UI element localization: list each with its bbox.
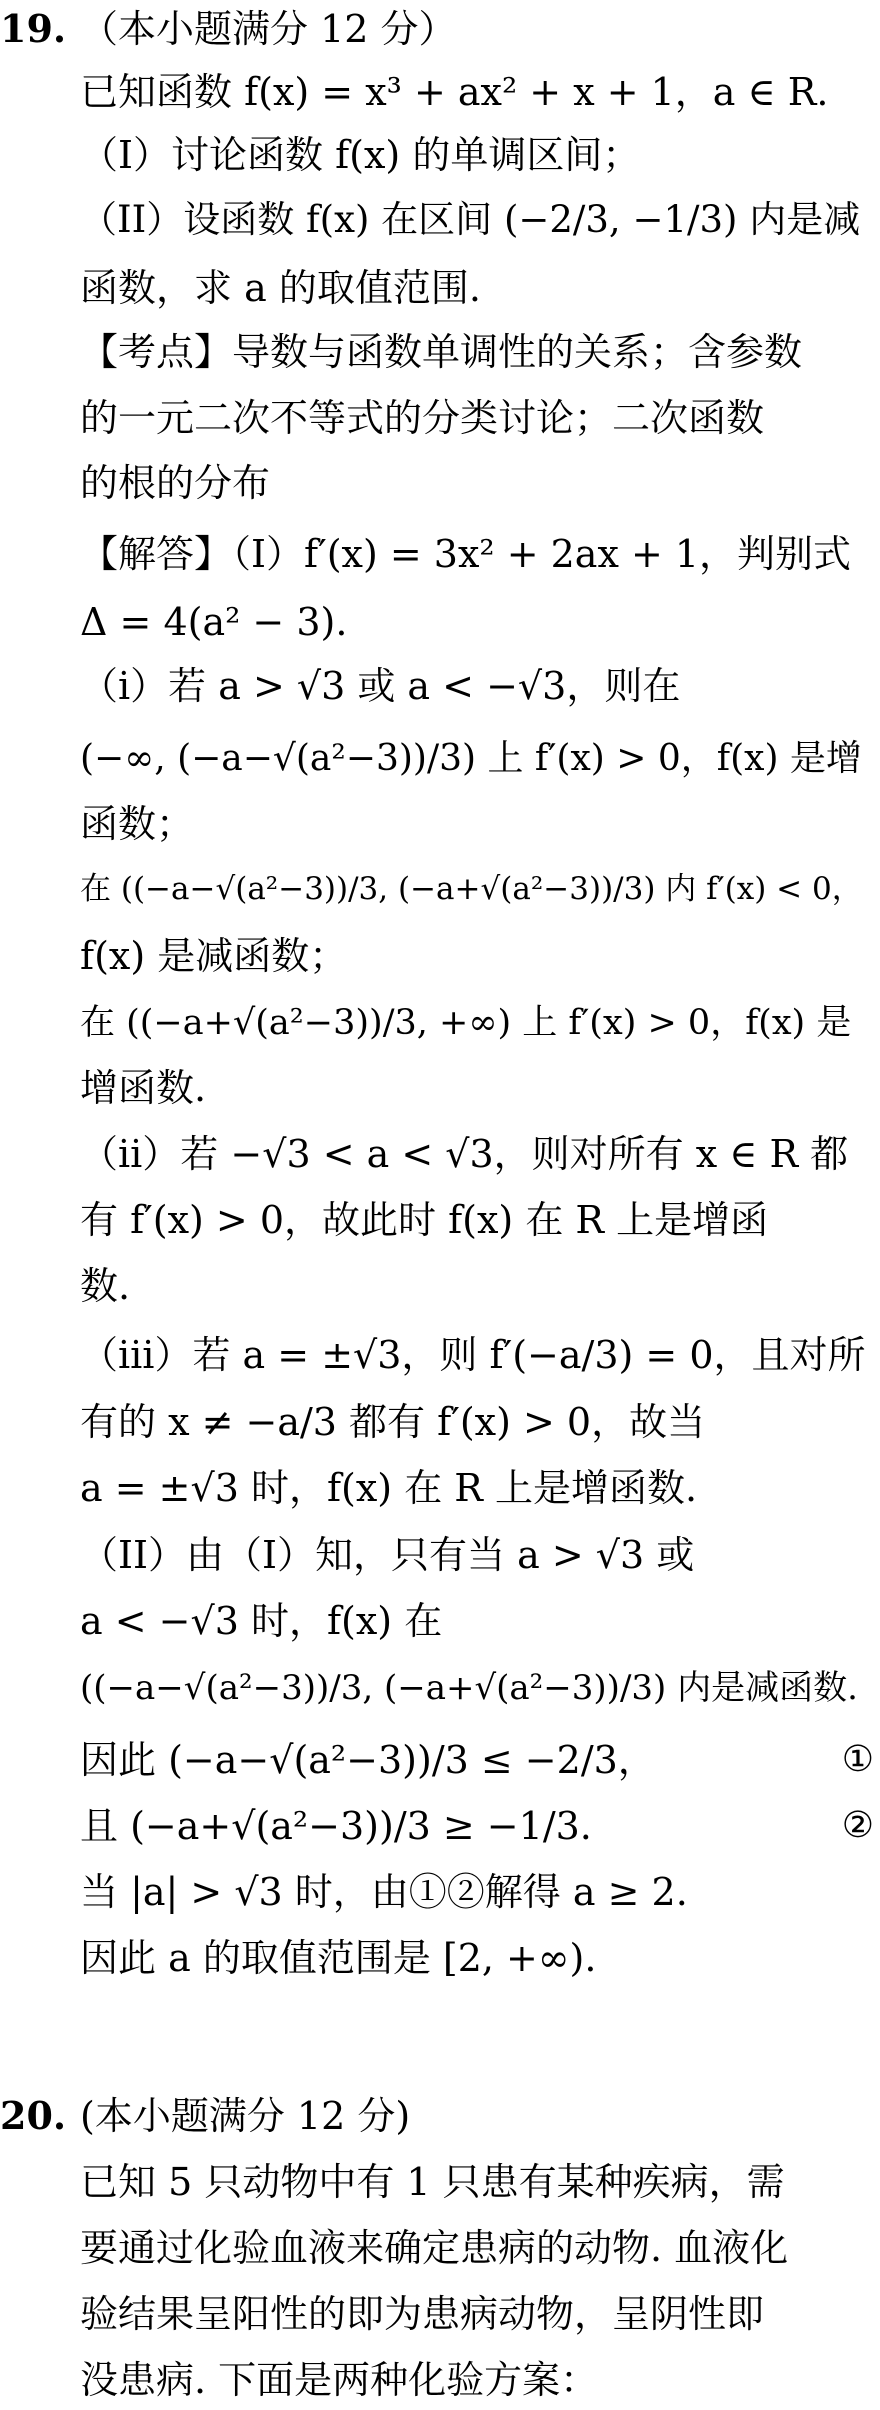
problem-19-line: 【考点】导数与函数单调性的关系；含参数 — [80, 330, 803, 374]
problem-19-line: 数. — [80, 1264, 131, 1308]
problem-20-line: (本小题满分 12 分) — [80, 2094, 411, 2138]
problem-19-line: 因此 (−a−√(a²−3))/3 ≤ −2/3， — [80, 1738, 656, 1782]
problem-19-line: 因此 a 的取值范围是 [2, +∞). — [80, 1936, 597, 1980]
problem-19-line: f(x) 是减函数； — [80, 934, 348, 978]
problem-19-line: 在 ((−a−√(a²−3))/3, (−a+√(a²−3))/3) 内 f′(x) < 0， — [80, 871, 863, 907]
problem-19-line: （II）由（I）知，只有当 a > √3 或 — [80, 1533, 695, 1577]
problem-19-line: （本小题满分 12 分） — [80, 7, 457, 51]
problem-19-line: 有的 x ≠ −a/3 都有 f′(x) > 0，故当 — [80, 1400, 706, 1444]
problem-20-line: 没患病. 下面是两种化验方案： — [80, 2358, 599, 2402]
problem-19-line: 已知函数 f(x) = x³ + ax² + x + 1，a ∈ R. — [80, 70, 829, 114]
problem-19-line: 的一元二次不等式的分类讨论；二次函数 — [80, 396, 765, 440]
problem-19-line: a < −√3 时，f(x) 在 — [80, 1599, 443, 1643]
problem-19-line: 【解答】（I）f′(x) = 3x² + 2ax + 1，判别式 — [80, 532, 852, 576]
problem-20-number: 20. — [0, 2093, 67, 2138]
equation-mark: ① — [841, 1739, 874, 1780]
problem-20-line: 要通过化验血液来确定患病的动物. 血液化 — [80, 2226, 789, 2270]
problem-19-line: （II）设函数 f(x) 在区间 (−2/3, −1/3) 内是减 — [80, 198, 861, 241]
problem-19-line: （i）若 a > √3 或 a < −√3，则在 — [80, 664, 681, 708]
equation-mark: ② — [841, 1805, 874, 1846]
problem-20-line: 已知 5 只动物中有 1 只患有某种疾病，需 — [80, 2160, 785, 2204]
problem-19-line: 增函数. — [80, 1066, 207, 1110]
problem-19-line: （I）讨论函数 f(x) 的单调区间； — [80, 133, 641, 177]
problem-19-line: 当 |a| > √3 时，由①②解得 a ≥ 2. — [80, 1870, 688, 1914]
problem-19-line: （iii）若 a = ±√3，则 f′(−a/3) = 0，且对所 — [80, 1333, 866, 1377]
problem-19-line: Δ = 4(a² − 3). — [80, 600, 348, 644]
problem-19-line: 函数，求 a 的取值范围. — [80, 266, 481, 310]
problem-19-line: (−∞, (−a−√(a²−3))/3) 上 f′(x) > 0，f(x) 是增 — [80, 738, 862, 779]
problem-19-line: 函数； — [80, 802, 195, 846]
problem-19-line: 在 ((−a+√(a²−3))/3, +∞) 上 f′(x) > 0，f(x) 是 — [80, 1003, 852, 1043]
problem-19-line: 且 (−a+√(a²−3))/3 ≥ −1/3. — [80, 1804, 592, 1848]
problem-19-line: a = ±√3 时，f(x) 在 R 上是增函数. — [80, 1466, 698, 1510]
problem-19-line: 有 f′(x) > 0，故此时 f(x) 在 R 上是增函 — [80, 1198, 769, 1242]
problem-19-line: 的根的分布 — [80, 461, 271, 505]
problem-20-line: 验结果呈阳性的即为患病动物，呈阴性即 — [80, 2292, 765, 2336]
problem-19-line: （ii）若 −√3 < a < √3，则对所有 x ∈ R 都 — [80, 1132, 849, 1176]
problem-19-number: 19. — [0, 6, 67, 51]
problem-19-line: ((−a−√(a²−3))/3, (−a+√(a²−3))/3) 内是减函数. — [80, 1668, 858, 1708]
